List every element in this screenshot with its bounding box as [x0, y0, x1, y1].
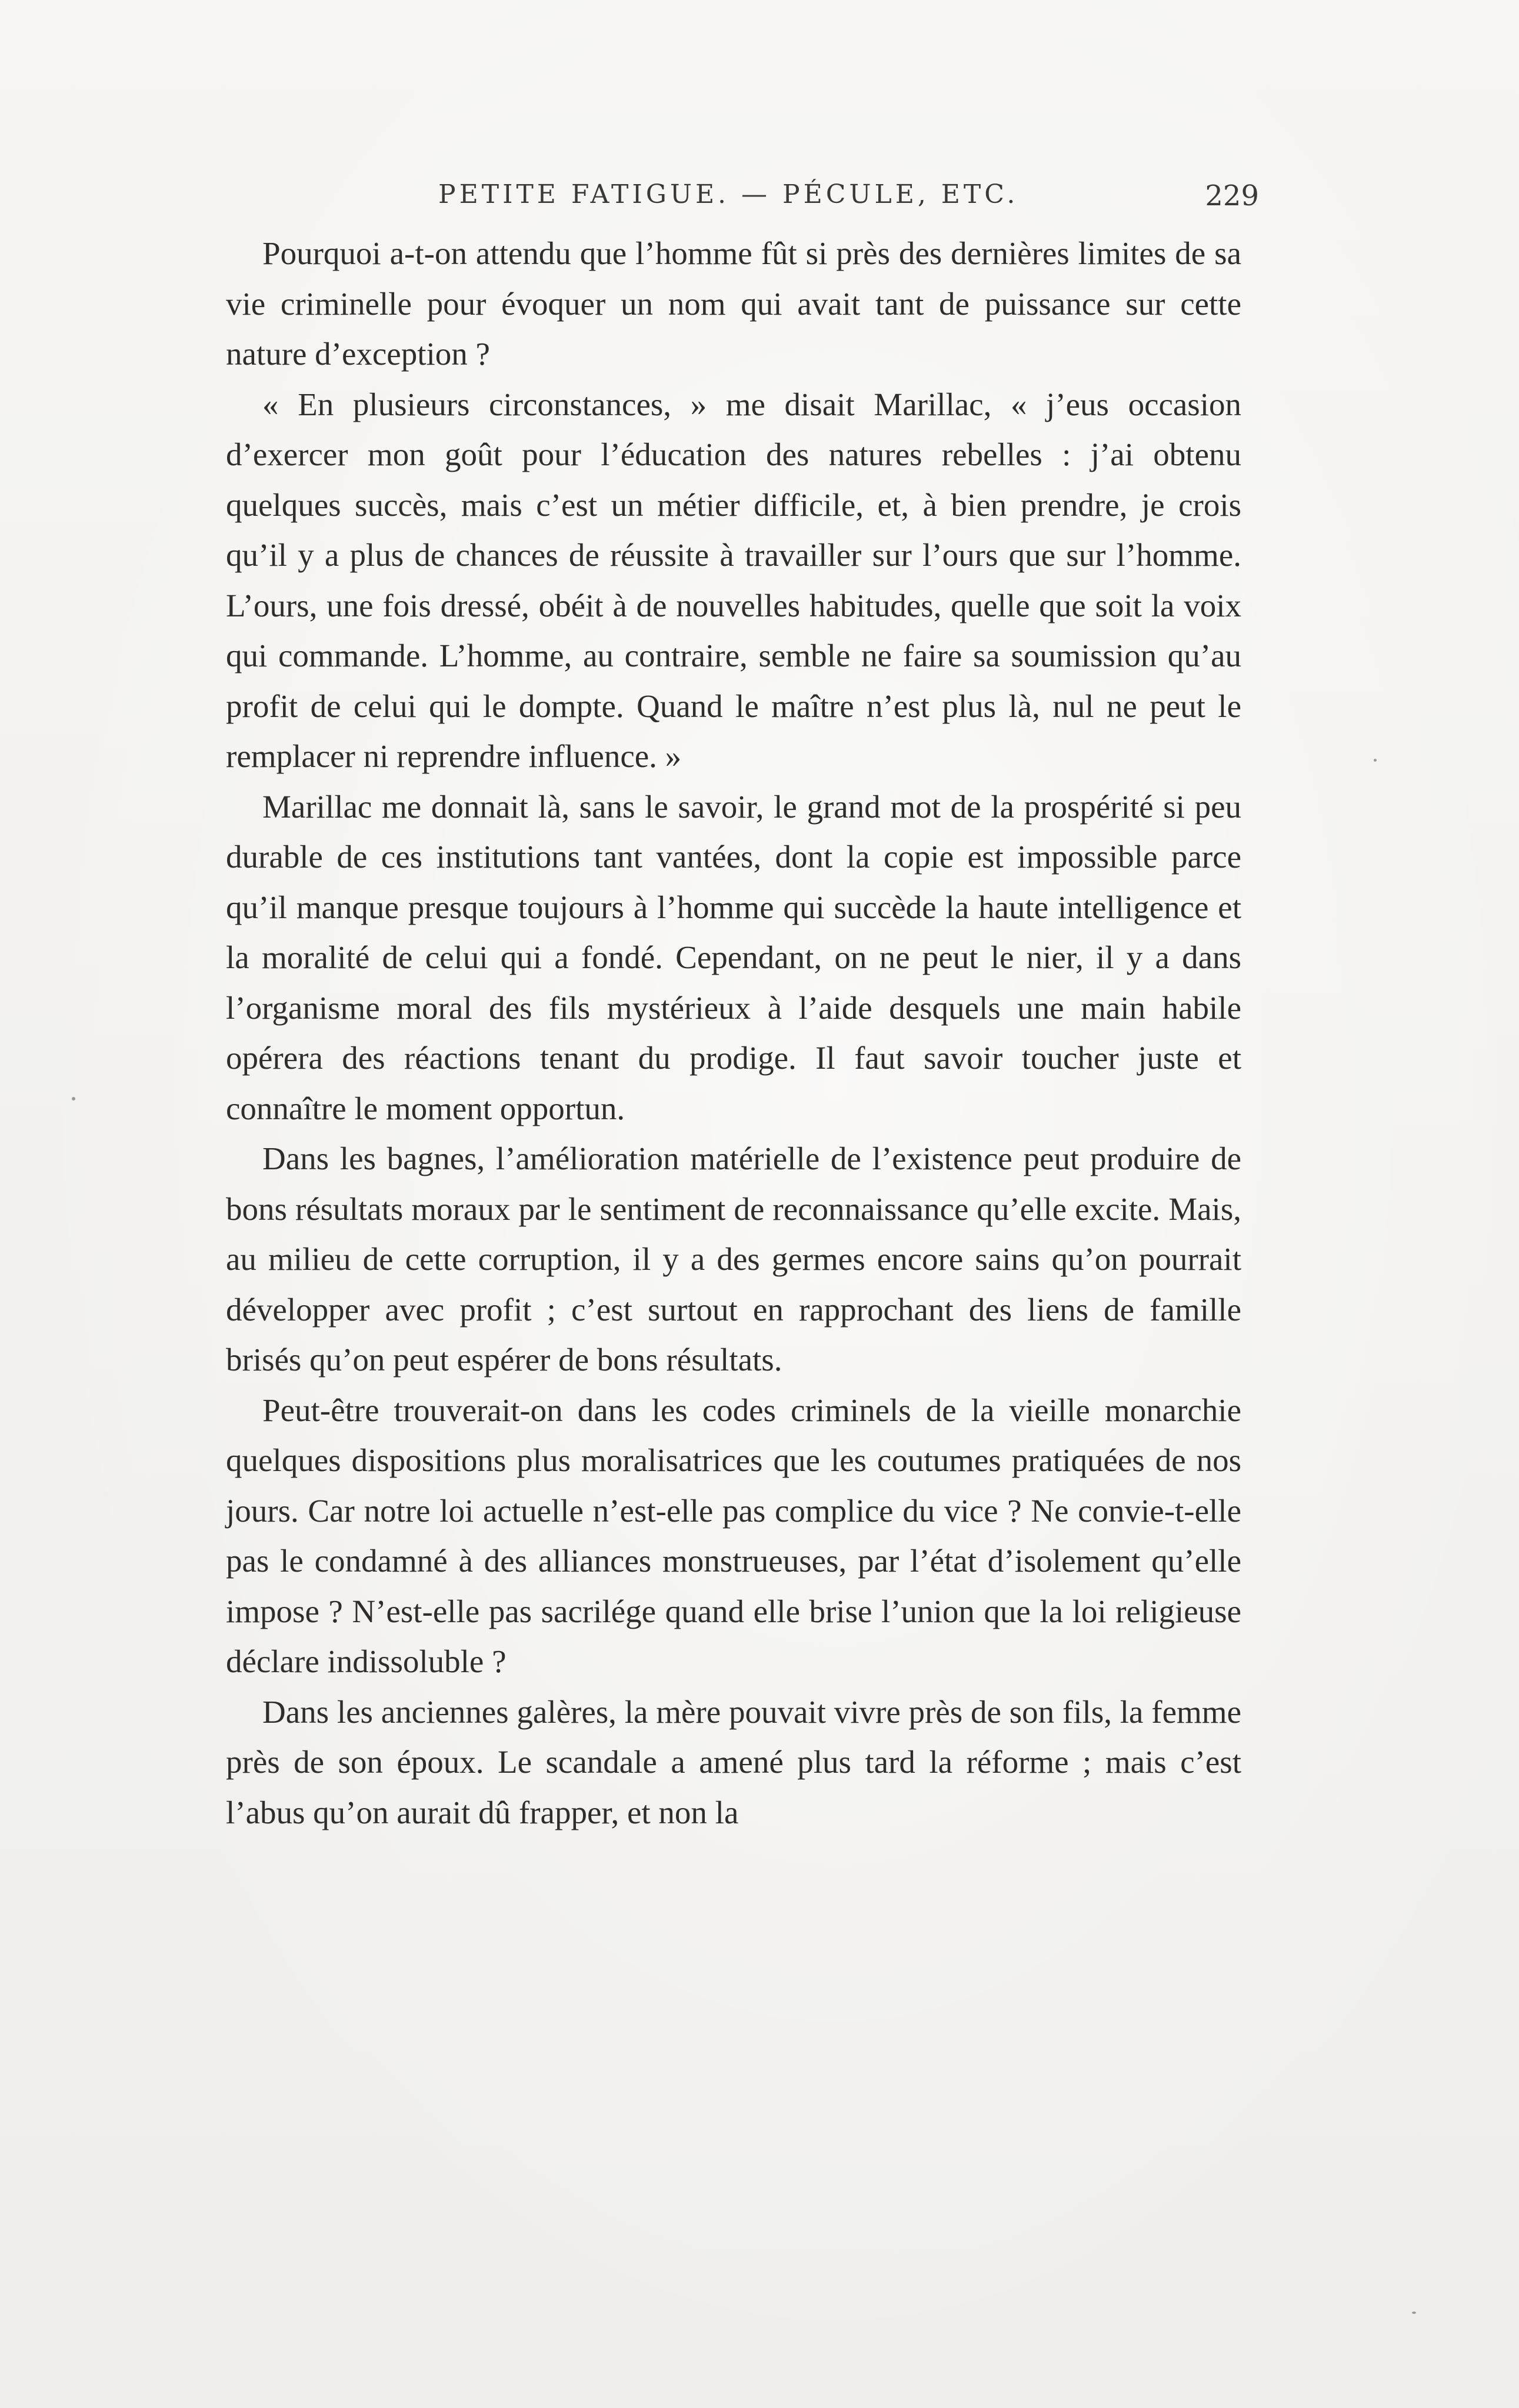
body-text — [226, 228, 1241, 1837]
page-header — [226, 179, 1259, 221]
paragraph-4: Dans les bagnes, l’amélioration matérielle de l’existence peut produire de bons résultats moraux par le sentiment de reconnaissance qu’elle excite. Mais, au milieu de cette corruption, il y a des germes encore sains qu’on pourrait développer avec profit ; c’est surtout en rapprochant des liens de famille brisés qu’on peut espérer de bons résultats. — [226, 1140, 1241, 1378]
paragraph-3: Marillac me donnait là, sans le savoir, le grand mot de la prospérité si peu durable de ces institutions tant vantées, dont la copie est impossible parce qu’il manque presque toujours à l’homme qui succède la haute intelligence et la moralité de celui qui a fondé. Cependant, on ne peut le nier, il y a dans l’organisme moral des fils mystérieux à l’aide desquels une main habile opérera des réactions tenant du prodige. Il faut savoir toucher juste et connaître le moment opportun. — [226, 788, 1241, 1126]
paragraph-5: Peut-être trouverait-on dans les codes criminels de la vieille monarchie quelques dispositions plus moralisatrices que les coutumes pratiquées de nos jours. Car notre loi actuelle n’est-elle pas complice du vice ? Ne convie-t-elle pas le condamné à des alliances monstrueuses, par l’état d’isolement qu’elle impose ? N’est-elle pas sacrilége quand elle brise l’union que la loi religieuse déclare indissoluble ? — [226, 1392, 1241, 1679]
paragraph-2: « En plusieurs circonstances, » me disait Marillac, « j’eus occasion d’exercer mon goût pour l’éducation des natures rebelles : j’ai obtenu quelques succès, mais c’est un métier difficile, et, à bien prendre, je crois qu’il y a plus de chances de réussite à travailler sur l’ours que sur l’homme. L’ours, une fois dressé, obéit à de nouvelles habitudes, quelle que soit la voix qui commande. L’homme, au contraire, semble ne faire sa soumission qu’au profit de celui qui le dompte. Quand le maître n’est plus là, nul ne peut le remplacer ni reprendre influence. » — [226, 386, 1241, 774]
page-number: 229 — [1205, 179, 1259, 212]
paper-speck — [1374, 759, 1377, 762]
paper-speck — [72, 1097, 75, 1100]
paragraph-1: Pourquoi a-t-on attendu que l’homme fût si près des dernières limites de sa vie criminelle pour évoquer un nom qui avait tant de puissance sur cette nature d’exception ? — [226, 235, 1241, 372]
paper-speck — [1412, 2312, 1416, 2314]
paragraph-6: Dans les anciennes galères, la mère pouvait vivre près de son fils, la femme près de son époux. Le scandale a amené plus tard la réforme ; mais c’est l’abus qu’on aurait dû frapper, et non la — [226, 1693, 1241, 1830]
running-head: PETITE FATIGUE. — PÉCULE, ETC. — [438, 179, 1019, 209]
